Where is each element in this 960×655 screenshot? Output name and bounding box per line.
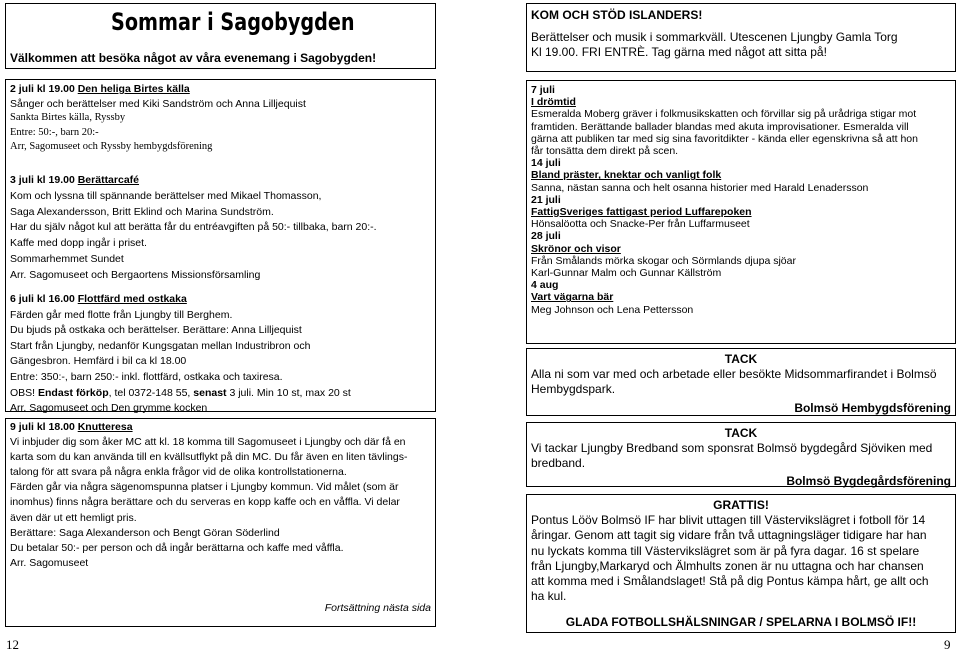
event-line: Arr. Sagomuseet och Bergaortens Missionsförsamling (10, 268, 261, 281)
event-line: karta som du kan använda till en kvällsutflykt på din MC. Du får även en liten tävlings- (10, 451, 408, 464)
kom-box (526, 3, 956, 72)
event-line: Du bjuds på ostkaka och berättelser. Berättare: Anna Lilljequist (10, 324, 302, 337)
event-line: Karl-Gunnar Malm och Gunnar Källström (531, 267, 722, 280)
event-line: Från Smålands mörka skogar och Sörmlands djupa sjöar (531, 254, 796, 267)
grattis-line: Pontus Lööv Bolmsö IF har blivit uttagen till Västervikslägret i fotboll för 14 (531, 513, 926, 528)
tack-line: Vi tackar Ljungby Bredband som sponsrat Bolmsö bygdegård Sjöviken med (531, 441, 933, 456)
event-birtes (10, 82, 431, 155)
event-date: 9 juli kl 18.00 (10, 421, 75, 433)
event-date: 6 juli kl 16.00 (10, 293, 75, 305)
obs-line (10, 386, 431, 402)
tack-heading: TACK (724, 426, 758, 440)
event-flottfard (10, 292, 431, 417)
event-title: Berättarcafé (77, 174, 140, 186)
event-date: 14 juli (531, 157, 561, 170)
tack-bredband-box (526, 422, 956, 487)
event-line: Kaffe med dopp ingår i priset. (10, 237, 147, 250)
event-line: Arr. Sagomuseet och Den grymme kocken (10, 402, 208, 415)
grattis-line: ha kul. (531, 589, 567, 604)
event-line: Kom och lyssna till spännande berättelser med Mikael Thomasson, (10, 189, 322, 202)
tack-signature: Bolmsö Hembygdsförening (794, 400, 951, 415)
event-title: Skrönor och visor (531, 242, 621, 255)
event-line: Sånger och berättelser med Kiki Sandström och Anna Lilljequist (10, 97, 306, 110)
event-line: Saga Alexandersson, Britt Eklind och Marina Sundström. (10, 205, 274, 218)
kom-line: Kl 19.00. FRI ENTRÈ. Tag gärna med något att sitta på! (531, 45, 827, 60)
event-line: Entre: 350:-, barn 250:- inkl. flottfärd, ostkaka och taxiresa. (10, 370, 283, 383)
event-line: Färden går med flotte från Ljungby till Berghem. (10, 308, 233, 321)
event-line: Esmeralda Moberg gräver i folkmusikskatten och förvillar sig på urådriga stigar mot (531, 108, 917, 121)
event-line: inomhus) finns några berättare och du serveras en kopp kaffe och en våffla. Vi delar (10, 496, 400, 509)
event-line: Sankta Birtes källa, Ryssby (10, 112, 126, 124)
page-number-left: 12 (6, 637, 19, 652)
title-box (5, 3, 436, 69)
welcome-text: Välkommen att besöka något av våra evenemang i Sagobygden! (10, 51, 377, 65)
tack-line: bredband. (531, 456, 586, 471)
event-title: Bland präster, knektar och vanligt folk (531, 169, 722, 182)
event-line: Gängesbron. Hemfärd i bil ca kl 18.00 (10, 355, 187, 368)
event-knutteresa (10, 420, 431, 571)
tack-signature: Bolmsö Bygdegårdsförening (786, 473, 951, 488)
obs-text: 3 juli. Min 10 st, max 20 st (226, 386, 351, 399)
event-line: även där ut ett hemligt pris. (10, 511, 137, 524)
page-title: Sommar i Sagobygden (111, 8, 355, 36)
grattis-box (526, 494, 956, 633)
event-title: Flottfärd med ostkaka (77, 293, 187, 305)
obs-emphasis: Endast förköp (38, 386, 109, 399)
july-events (531, 84, 951, 316)
event-line: talong för att svara på några enkla frågor vid de olika kontrollstationerna. (10, 466, 347, 479)
event-berattarcafe (10, 173, 431, 284)
grattis-signature: GLADA FOTBOLLSHÄLSNINGAR / SPELARNA I BOLMSÖ IF!! (565, 615, 917, 630)
event-date: 4 aug (531, 279, 559, 292)
page-number-right: 9 (944, 637, 951, 652)
grattis-heading: GRATTIS! (713, 498, 769, 512)
tack-hembygd-box (526, 348, 956, 416)
event-line: får tonsätta dem direkt på scen. (531, 145, 679, 158)
event-line: Färden går via några sägenomspunna platser i Ljungby kommun. Vid målet (som är (10, 481, 399, 494)
continued-note: Fortsättning nästa sida (324, 602, 431, 614)
event-date: 21 juli (531, 193, 561, 206)
event-line: Hönsalöotta och Snacke-Per från Luffarmuseet (531, 218, 750, 231)
event-date: 28 juli (531, 230, 561, 243)
events-box (5, 79, 436, 415)
event-line: Sanna, nästan sanna och helt osanna historier med Harald Lenadersson (531, 181, 869, 194)
event-line: Meg Johnson och Lena Pettersson (531, 303, 694, 316)
kom-heading: KOM OCH STÖD ISLANDERS! (531, 8, 703, 22)
obs-label: OBS! (10, 386, 39, 399)
event-line: Vi inbjuder dig som åker MC att kl. 18 komma till Sagomuseet i Ljungby och där få en (10, 436, 406, 449)
tack-line: Hembygdspark. (531, 382, 616, 397)
event-date: 2 juli kl 19.00 (10, 83, 75, 95)
grattis-line: att komma med i Smålandslaget! Stå på dig Pontus kämpa hårt, ge allt och (531, 574, 929, 589)
event-title: Vart vägarna bär (531, 291, 614, 304)
event-date: 3 juli kl 19.00 (10, 174, 75, 186)
event-title: FattigSveriges fattigast period Luffarepoken (531, 206, 752, 219)
event-line: Arr. Sagomuseet (10, 556, 89, 569)
event-line: Berättare: Saga Alexanderson och Bengt Göran Söderlind (10, 526, 280, 539)
event-line: framtiden. Berättande ballader blandas med akuta improvisationer. Esmeralda vill (531, 120, 909, 133)
tack-heading: TACK (724, 352, 758, 366)
obs-text: , tel 0372-148 55, (108, 386, 194, 399)
event-line: gärna att publiken tar med sig sina favoritdikter - kända eller egenskrivna så att hon (531, 132, 918, 145)
obs-emphasis: senast (193, 386, 227, 399)
tack-line: Alla ni som var med och arbetade eller besökte Midsommarfirandet i Bolmsö (531, 367, 937, 382)
event-line: Start från Ljungby, nedanför Kungsgatan mellan Industribron och (10, 339, 311, 352)
grattis-line: nu lyckats komma till Västervikslägret som är på fyra dagar. 16 st spelare (531, 543, 920, 558)
event-title: Den heliga Birtes källa (77, 83, 190, 95)
event-line: Har du själv något kul att berätta får du entréavgiften på 50:- tillbaka, barn 20:-. (10, 221, 377, 234)
event-title: Knutteresa (77, 421, 133, 433)
grattis-line: åringar. Genom att tagit sig vidare från två uttagningsläger tidigare har han (531, 528, 927, 543)
grattis-line: från Ljungby,Markaryd och Älmhults zonen är nu uttagna och har chansen (531, 558, 924, 573)
event-line: Sommarhemmet Sundet (10, 252, 124, 265)
event-date: 7 juli (531, 84, 555, 96)
event-line: Du betalar 50:- per person och då ingår berättarna och kaffe med våffla. (10, 541, 344, 554)
event-title: I drömtid (531, 96, 576, 109)
kom-line: Berättelser och musik i sommarkväll. Utescenen Ljungby Gamla Torg (531, 30, 898, 45)
knutteresa-box (5, 418, 436, 627)
event-line: Arr, Sagomuseet och Ryssby hembygdsförening (10, 141, 213, 153)
july-events-box (526, 80, 956, 344)
event-line: Entre: 50:-, barn 20:- (10, 126, 99, 138)
